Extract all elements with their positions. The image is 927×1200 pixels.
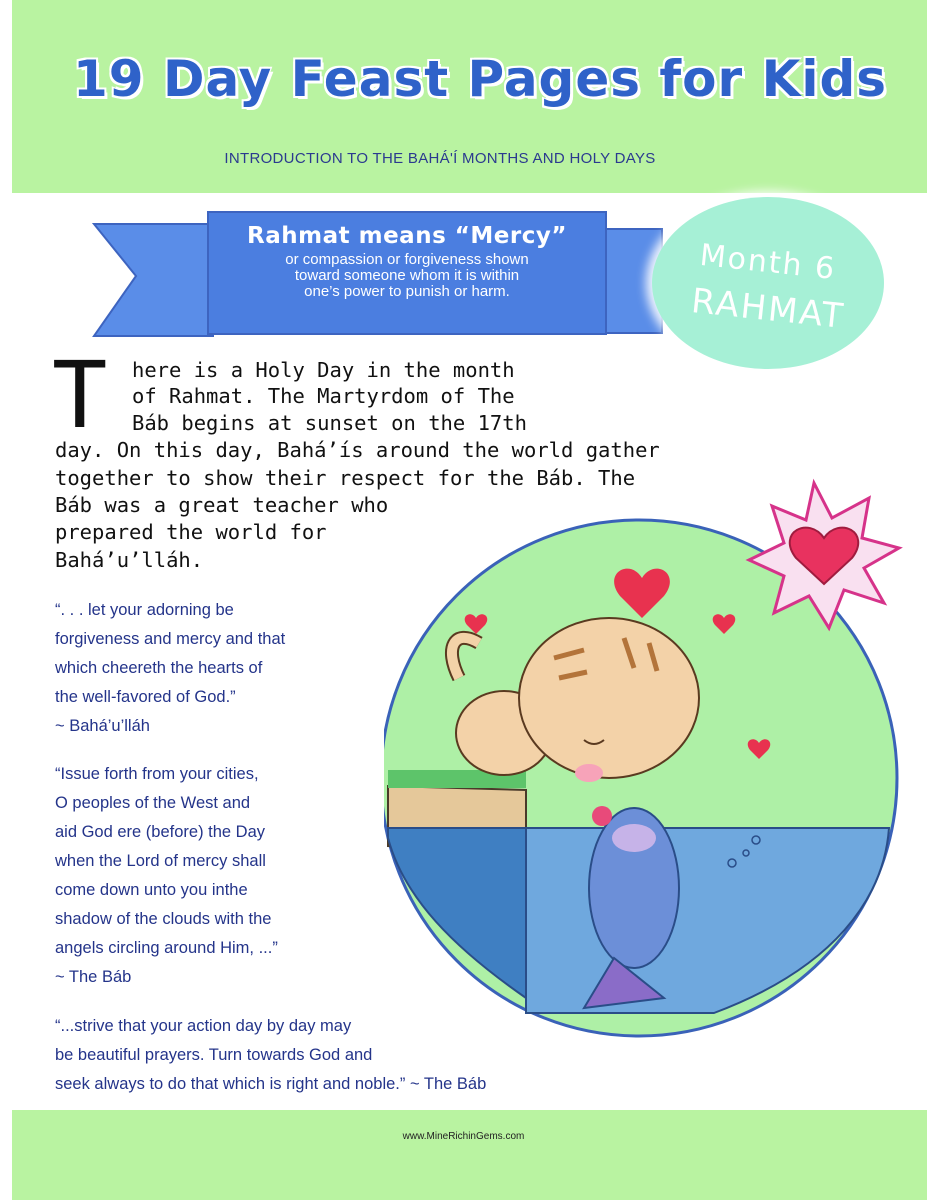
quote-attribution: ~ The Báb: [55, 968, 132, 986]
ribbon-line: toward someone whom it is within: [294, 267, 520, 284]
footer-band: [12, 1110, 927, 1200]
drop-cap: T: [52, 342, 108, 449]
ribbon-line: or compassion or forgiveness shown: [285, 251, 529, 268]
footer-website-link[interactable]: www.MineRichinGems.com: [402, 1131, 525, 1142]
quote-line: “Issue forth from your cities,: [55, 765, 259, 783]
quote-line: come down unto you inthe: [55, 881, 248, 899]
quote-attribution: ~ Bahá’u’lláh: [55, 717, 150, 735]
ribbon-line: one’s power to punish or harm.: [304, 283, 510, 300]
page-title: 19 Day Feast Pages for Kids: [72, 50, 888, 108]
month-badge: [652, 197, 884, 369]
story-line: together to show their respect for the Báb. The: [55, 466, 636, 490]
ribbon-title: Rahmat means “Mercy”: [247, 223, 567, 249]
quote-line: when the Lord of mercy shall: [55, 852, 266, 870]
ribbon-definition: [209, 252, 605, 300]
ribbon-tail-icon: [88, 218, 218, 348]
story-line: Bahá’u’lláh.: [55, 548, 204, 572]
story-line: here is a Holy Day in the month: [132, 358, 515, 382]
badge-month-name: RAHMAT: [689, 281, 847, 337]
story-line: prepared the world for: [55, 520, 327, 544]
story-line: Báb begins at sunset on the 17th: [132, 411, 527, 435]
story-line: Báb was a great teacher who: [55, 493, 389, 517]
badge-month-number: Month 6: [698, 237, 838, 288]
quote-line: shadow of the clouds with the: [55, 910, 272, 928]
quote-line: angels circling around Him, ...”: [55, 939, 278, 957]
story-line: of Rahmat. The Martyrdom of The: [132, 384, 515, 408]
kitten-fish-illustration-icon: [384, 478, 927, 1078]
quote-line: seek always to do that which is right and noble.” ~ The Báb: [55, 1075, 487, 1093]
quote-line: be beautiful prayers. Turn towards God and: [55, 1046, 373, 1064]
quote-line: “...strive that your action day by day may: [55, 1017, 352, 1035]
ribbon-banner: [207, 211, 607, 335]
story-line: day. On this day, Bahá’ís around the world gather: [55, 438, 660, 462]
quote-line: forgiveness and mercy and that: [55, 630, 286, 648]
quote-line: “. . . let your adorning be: [55, 601, 234, 619]
quote-line: which cheereth the hearts of: [55, 659, 263, 677]
page-subtitle: INTRODUCTION TO THE BAHÁ'Í MONTHS AND HOLY DAYS: [224, 150, 656, 167]
quote-line: the well-favored of God.”: [55, 688, 236, 706]
quote-line: aid God ere (before) the Day: [55, 823, 266, 841]
quote-line: O peoples of the West and: [55, 794, 251, 812]
